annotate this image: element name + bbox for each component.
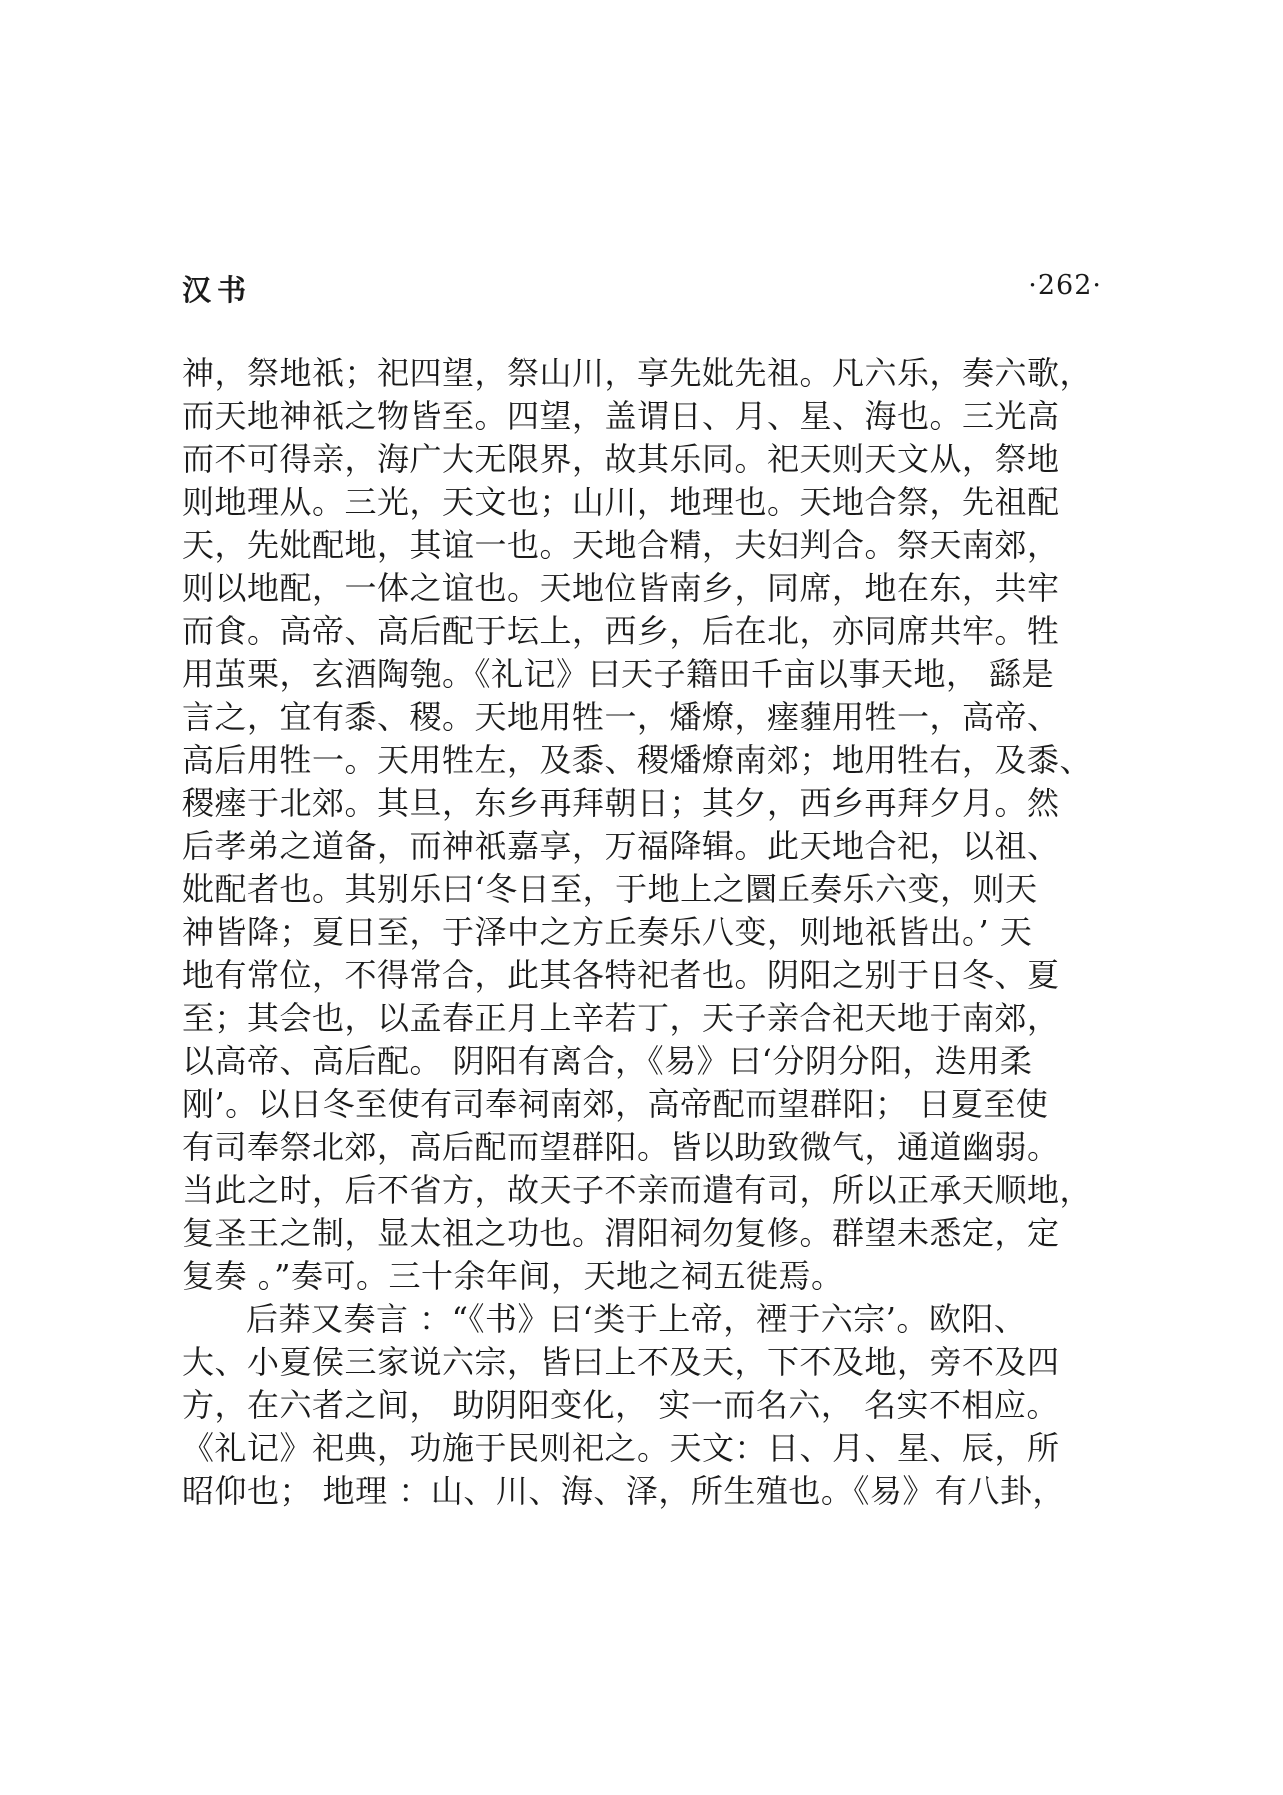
text-line: 有司奉祭北郊，高后配而望群阳。皆以助致微气，通道幽弱。 (182, 1128, 1060, 1166)
text-line: 复奏 。”奏可。三十余年间，天地之祠五徙焉。 (182, 1257, 844, 1295)
text-line: 则以地配，一体之谊也。天地位皆南乡，同席，地在东，共牢 (182, 569, 1060, 607)
text-line: 用茧栗，玄酒陶匏。《礼记》曰天子籍田千亩以事天地， 繇是 (182, 655, 1055, 693)
text-line: 大、小夏侯三家说六宗，皆曰上不及天，下不及地，旁不及四 (182, 1343, 1060, 1381)
text-line: 神皆降；夏日至，于泽中之方丘奏乐八变，则地祇皆出。’ 天 (182, 913, 1033, 951)
text-line: 言之，宜有黍、稷。天地用牲一，燔燎，瘗薶用牲一，高帝、 (182, 698, 1060, 736)
text-line: 天，先妣配地，其谊一也。天地合精，夫妇判合。祭天南郊， (182, 526, 1060, 564)
text-line: 方，在六者之间， 助阴阳变化， 实一而名六， 名实不相应。 (182, 1386, 1060, 1424)
text-line: 而食。高帝、高后配于坛上，西乡，后在北，亦同席共牢。牲 (182, 612, 1060, 650)
text-line: 刚’。以日冬至使有司奉祠南郊，高帝配而望群阳； 日夏至使 (182, 1085, 1049, 1123)
text-line: 高后用牲一。天用牲左，及黍、稷燔燎南郊；地用牲右，及黍、 (182, 741, 1093, 779)
text-line: 当此之时，后不省方，故天子不亲而遣有司，所以正承天顺地， (182, 1171, 1093, 1209)
text-line: 则地理从。三光，天文也；山川，地理也。天地合祭，先祖配 (182, 483, 1060, 521)
text-line: 而不可得亲，海广大无限界，故其乐同。祀天则天文从，祭地 (182, 440, 1060, 478)
text-line: 稷瘗于北郊。其旦，东乡再拜朝日；其夕，西乡再拜夕月。然 (182, 784, 1060, 822)
body-text (182, 352, 1102, 1513)
text-line: 而天地神祇之物皆至。四望，盖谓日、月、星、海也。三光高 (182, 397, 1060, 435)
text-line: 神，祭地祇；祀四望，祭山川，享先妣先祖。凡六乐，奏六歌， (182, 354, 1093, 392)
text-line: 后孝弟之道备，而神祇嘉享，万福降辑。此天地合祀，以祖、 (182, 827, 1060, 865)
book-title: 汉书 (182, 273, 253, 307)
text-line: 复圣王之制，显太祖之功也。渭阳祠勿复修。群望未悉定，定 (182, 1214, 1060, 1252)
text-line: 以高帝、高后配。 阴阳有离合，《易》曰‘分阴分阳，迭用柔 (182, 1042, 1033, 1080)
text-line: 《礼记》祀典，功施于民则祀之。天文：日、月、星、辰，所 (182, 1429, 1060, 1467)
text-line: 妣配者也。其别乐曰‘冬日至，于地上之圜丘奏乐六变，则天 (182, 870, 1038, 908)
text-line: 昭仰也； 地理 ：山、川、海、泽，所生殖也。《易》有八卦， (182, 1472, 1065, 1510)
page-header (182, 268, 1102, 318)
paragraph-first-line: 后莽又奏言 ：“《书》曰‘类于上帝，禋于六宗’。欧阳、 (246, 1300, 1027, 1338)
text-line: 地有常位，不得常合，此其各特祀者也。阴阳之别于日冬、夏 (182, 956, 1060, 994)
text-line: 至；其会也，以孟春正月上辛若丁，天子亲合祀天地于南郊， (182, 999, 1060, 1037)
page-number: ·262· (1028, 270, 1102, 301)
